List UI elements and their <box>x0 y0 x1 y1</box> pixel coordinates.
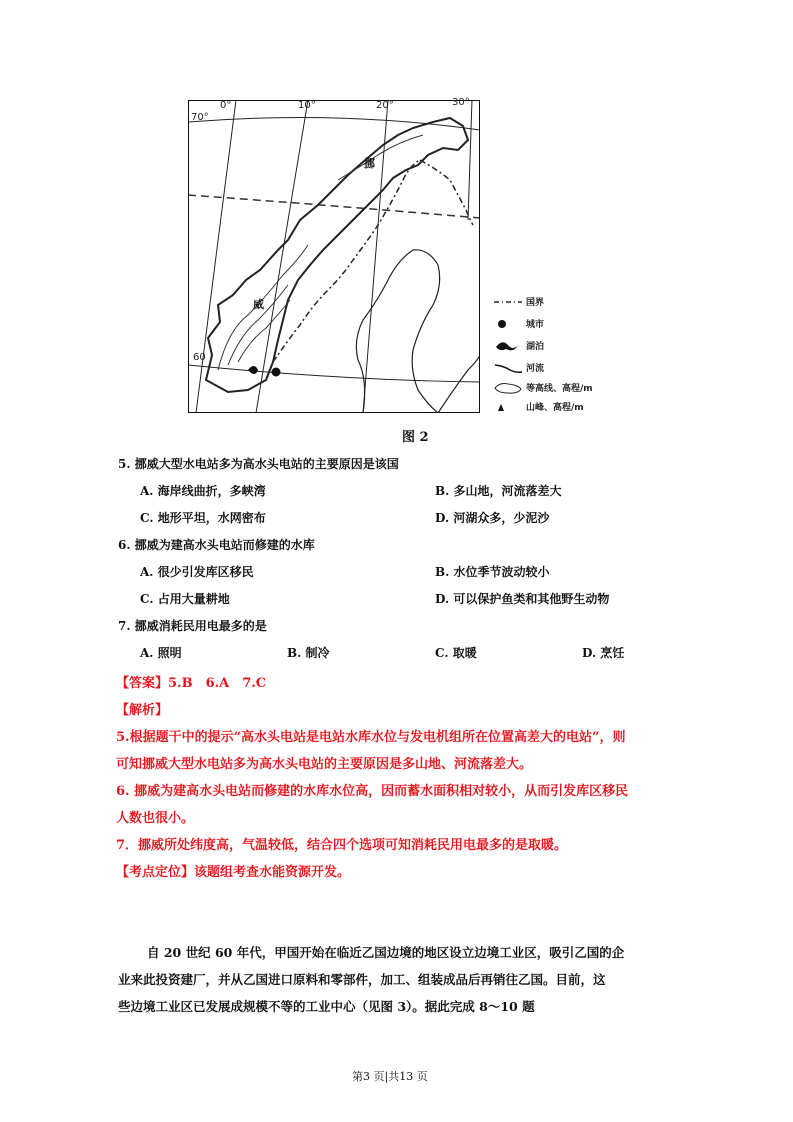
passage-line-2: 业来此投资建厂，并从乙国进口原料和零部件，加工、组装成品后再销往乙国。目前，这 <box>118 972 606 987</box>
question-6-option-c: C. 占用大量耕地 <box>140 592 230 606</box>
question-6-stem: 6. 挪威为建高水头电站而修建的水库 <box>118 538 315 552</box>
question-5-option-a: A. 海岸线曲折，多峡湾 <box>140 484 266 498</box>
contour-icon <box>492 382 526 394</box>
lon-label-30: 30° <box>452 97 470 108</box>
legend-item-river <box>492 361 544 374</box>
lon-label-20: 20° <box>376 100 394 111</box>
analysis-line-5: 7．挪威所处纬度高，气温较低，结合四个选项可知消耗民用电最多的是取暖。 <box>116 838 568 853</box>
analysis-line-4: 人数也很小。 <box>116 811 195 826</box>
question-7-option-d: D. 烹饪 <box>582 646 625 660</box>
legend-label-river: 河流 <box>526 364 545 374</box>
lat-label-60: 60 <box>193 352 206 363</box>
page-footer: 第3 页|共13 页 <box>352 1070 428 1083</box>
city-icon <box>492 318 526 330</box>
peak-icon <box>492 401 526 413</box>
analysis-label: 【解析】 <box>116 703 169 718</box>
legend-label-lake: 湖泊 <box>526 342 545 352</box>
legend-item-city <box>492 317 544 330</box>
question-6-option-b: B. 水位季节波动较小 <box>435 565 550 579</box>
passage-line-3: 些边境工业区已发展成规模不等的工业中心（见图 3）。据此完成 8～10 题 <box>118 999 535 1014</box>
analysis-line-1: 5.根据题干中的提示“高水头电站是电站水库水位与发电机组所在位置高差大的电站”，则 <box>116 730 626 745</box>
lon-label-10: 10° <box>298 100 316 111</box>
question-5-option-b: B. 多山地，河流落差大 <box>435 484 562 498</box>
place-label-nuo: 挪 <box>364 157 375 170</box>
question-7-stem: 7. 挪威消耗民用电最多的是 <box>118 619 267 633</box>
analysis-line-3: 6. 挪威为建高水头电站而修建的水库水位高，因而蓄水面积相对较小，从而引发库区移民 <box>116 784 629 799</box>
answer-line <box>116 672 266 691</box>
place-label-wei: 威 <box>253 298 264 311</box>
figure-caption: 图 2 <box>402 430 429 445</box>
analysis-line-2: 可知挪威大型水电站多为高水头电站的主要原因是多山地、河流落差大。 <box>116 757 533 772</box>
question-7-option-c: C. 取暖 <box>435 646 477 660</box>
lat-label-70: 70° <box>191 112 209 123</box>
legend-item-peak <box>492 400 584 413</box>
legend-label-peak: 山峰、高程/m <box>526 403 584 413</box>
question-6-option-a: A. 很少引发库区移民 <box>140 565 254 579</box>
kaodian-line <box>116 861 350 880</box>
kaodian-text: 该题组考查水能资源开发。 <box>194 865 351 880</box>
answer-text: 5.B 6.A 7.C <box>168 676 267 691</box>
map-frame <box>188 100 480 413</box>
lake-icon <box>492 340 526 352</box>
passage-line-1: 自 20 世纪 60 年代，甲国开始在临近乙国边境的地区设立边境工业区，吸引乙国的企 <box>147 945 625 960</box>
river-icon <box>492 362 526 374</box>
legend-item-contour <box>492 381 593 394</box>
legend-label-contour: 等高线、高程/m <box>526 384 593 394</box>
question-5-option-c: C. 地形平坦，水网密布 <box>140 511 266 525</box>
question-7-option-a: A. 照明 <box>140 646 182 660</box>
kaodian-label: 【考点定位】 <box>116 865 195 880</box>
lon-label-0: 0° <box>220 100 232 111</box>
legend-label-city: 城市 <box>526 320 545 330</box>
answer-label: 【答案】 <box>116 676 169 691</box>
question-6-option-d: D. 可以保护鱼类和其他野生动物 <box>435 592 610 606</box>
border-icon <box>492 296 526 308</box>
legend-label-border: 国界 <box>526 298 545 308</box>
legend-item-lake <box>492 339 544 352</box>
question-5-stem: 5. 挪威大型水电站多为高水头电站的主要原因是该国 <box>118 457 399 471</box>
question-7-option-b: B. 制冷 <box>287 646 330 660</box>
question-5-option-d: D. 河湖众多，少泥沙 <box>435 511 550 525</box>
legend-item-border <box>492 295 544 308</box>
